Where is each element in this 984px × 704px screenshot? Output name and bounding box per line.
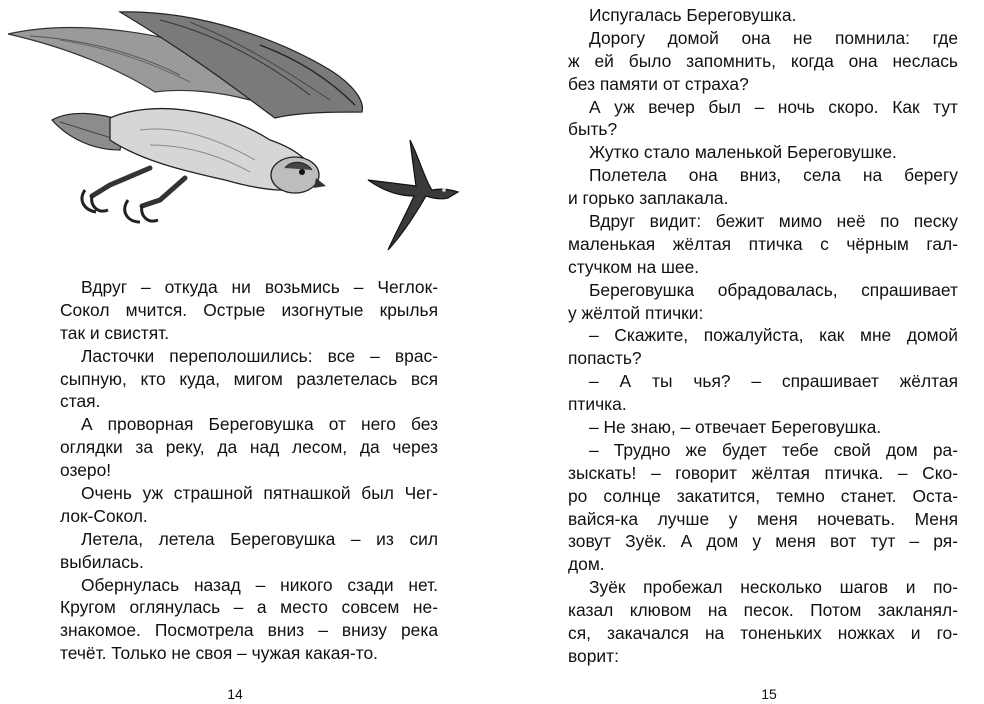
paragraph (568, 439, 958, 576)
text-line: стучком на шее. (568, 256, 700, 277)
text-line: вайся-ка лучше у меня ночевать. Меня (568, 508, 958, 529)
paragraph (568, 416, 958, 439)
text-line: – Не знаю, – отвечает Береговушка. (589, 417, 882, 438)
text-line: А уж вечер был – ночь скоро. Как тут (589, 96, 958, 117)
text-line: Жутко стало маленькой Береговушке. (589, 142, 897, 163)
text-line: течёт. Только не своя – чужая какая-то. (60, 643, 378, 664)
text-line: ся, закачался на тоненьких ножках и го- (568, 623, 958, 644)
paragraph (60, 345, 438, 414)
text-line: Очень уж страшной пятнашкой был Чег- (81, 483, 438, 504)
right-page-text (568, 4, 958, 668)
text-line: ж ей было запомнить, когда она неслась (568, 50, 958, 71)
text-line: зыскать! – говорит жёлтая птичка. – Ско- (568, 462, 958, 483)
paragraph (568, 164, 958, 210)
paragraph (568, 27, 958, 96)
text-line: Кругом оглянулась – а место совсем не- (60, 597, 438, 618)
paragraph (60, 528, 438, 574)
paragraph (568, 324, 958, 370)
text-line: выбилась. (60, 551, 144, 572)
page-number: 14 (227, 686, 243, 702)
page-number: 15 (761, 686, 777, 702)
text-line: Зуёк пробежал несколько шагов и по- (589, 577, 958, 598)
text-line: Ласточки переполошились: все – врас- (81, 345, 438, 366)
text-line: сыпную, кто куда, мигом разлетелась вся (60, 368, 438, 389)
text-line: А проворная Береговушка от него без (81, 414, 438, 435)
paragraph (60, 574, 438, 666)
swallow-icon (368, 140, 458, 250)
text-line: Испугалась Береговушка. (589, 5, 797, 25)
text-line: быть? (568, 119, 618, 140)
text-line: Вдруг видит: бежит мимо неё по песку (589, 211, 958, 232)
text-line: и горько заплакала. (568, 188, 729, 209)
text-line: озеро! (60, 460, 112, 481)
text-line: Полетела она вниз, села на берегу (589, 165, 958, 186)
right-page (492, 0, 984, 704)
text-line: птичка. (568, 394, 627, 415)
left-page-text (60, 276, 438, 665)
text-line: Летела, летела Береговушка – из сил (81, 528, 438, 549)
paragraph (568, 141, 958, 164)
text-line: дом. (568, 554, 605, 575)
text-line: у жёлтой птички: (568, 302, 704, 323)
text-line: так и свистят. (60, 322, 170, 343)
text-line: маленькая жёлтая птичка с чёрным гал- (568, 233, 958, 254)
text-line: – Трудно же будет тебе свой дом ра- (589, 439, 958, 460)
paragraph (568, 576, 958, 668)
text-line: попасть? (568, 348, 642, 369)
text-line: Вдруг – откуда ни возьмись – Чеглок- (81, 277, 438, 297)
text-line: казал клювом на песок. Потом закланял- (568, 600, 958, 621)
text-line: Береговушка обрадовалась, спрашивает (589, 279, 958, 300)
paragraph (568, 96, 958, 142)
text-line: без памяти от страха? (568, 73, 749, 94)
paragraph (60, 413, 438, 482)
text-line: Сокол мчится. Острые изогнутые крылья (60, 299, 438, 320)
text-line: знакомое. Посмотрела вниз – внизу река (60, 620, 438, 641)
text-line: зовут Зуёк. А дом у меня вот тут – ря- (568, 531, 958, 552)
text-line: Обернулась назад – никого сзади нет. (81, 574, 438, 595)
paragraph (568, 4, 958, 27)
text-line: – А ты чья? – спрашивает жёлтая (589, 371, 958, 392)
text-line: лок-Сокол. (60, 505, 148, 526)
text-line: ро солнце закатится, темно станет. Оста- (568, 485, 958, 506)
text-line: Дорогу домой она не помнила: где (589, 27, 958, 48)
birds-illustration (0, 0, 492, 270)
paragraph (568, 279, 958, 325)
text-line: оглядки за реку, да над лесом, да через (60, 437, 438, 458)
paragraph (60, 482, 438, 528)
text-line: ворит: (568, 645, 619, 666)
text-line: – Скажите, пожалуйста, как мне домой (589, 325, 958, 346)
falcon-icon (8, 12, 362, 222)
paragraph (568, 210, 958, 279)
paragraph (568, 370, 958, 416)
text-line: стая. (60, 391, 101, 412)
paragraph (60, 276, 438, 345)
